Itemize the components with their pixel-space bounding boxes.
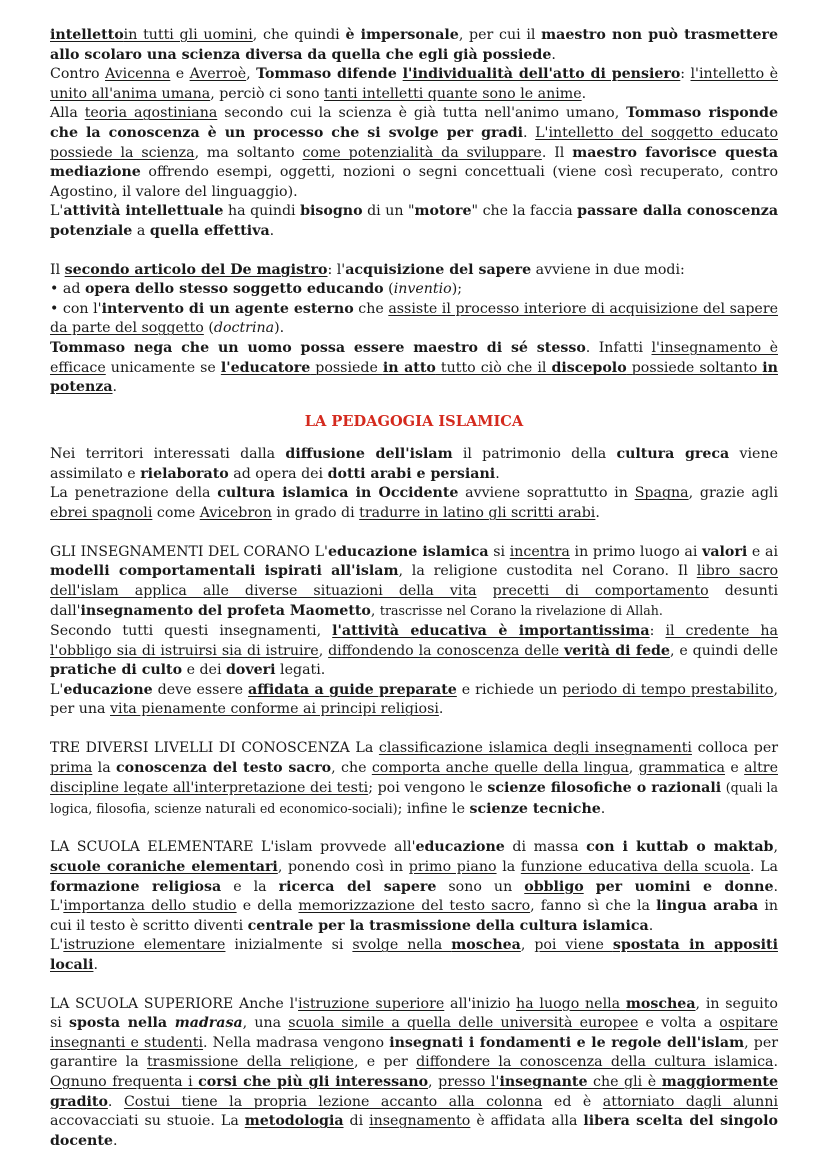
text-bold: educazione (415, 839, 505, 856)
text-bold: modelli comportamentali ispirati all'islam (50, 563, 399, 580)
text: . Nella madrasa vengono (203, 1034, 390, 1051)
text: Secondo tutti questi insegnamenti, (50, 623, 333, 640)
text-bold (65, 262, 328, 278)
text-bold (248, 682, 457, 698)
intro-paragraph-2 (50, 65, 778, 104)
text: , una (242, 1015, 289, 1032)
text: . (648, 917, 654, 934)
text-bold (551, 360, 626, 376)
text-underline: discepolo (551, 359, 627, 376)
text: : (649, 623, 666, 640)
text: . (107, 1093, 124, 1110)
text: . (495, 465, 500, 482)
text-underline: spostata in appositi locali (50, 937, 778, 973)
corano-paragraph-2 (50, 622, 778, 681)
text-bold (383, 360, 436, 376)
text: L' (50, 681, 64, 698)
spacer (50, 720, 778, 739)
text-bold: pratiche di culto (50, 662, 183, 679)
text-bold (451, 937, 521, 953)
text-bold: rielaborato (140, 465, 229, 482)
text: . (269, 222, 275, 239)
text: Alla (50, 105, 85, 122)
text-underline: che gli è (587, 1073, 662, 1090)
text-underline: moschea (625, 995, 696, 1012)
text: di massa (504, 839, 587, 856)
livelli-paragraph (50, 739, 778, 819)
text: • ad (50, 281, 85, 298)
text-bold: per uomini e donne (595, 878, 774, 895)
text-bold (50, 859, 278, 875)
text-underline: l'intelletto è unito all'anima umana (50, 66, 778, 102)
text-bold: sposta nella (69, 1015, 175, 1032)
text: di (343, 1113, 370, 1130)
text-small: trascrisse nel Corano la rivelazione di Allah. (379, 603, 663, 619)
text-underline: insegnante (499, 1073, 588, 1090)
text-underline: corsi che più gli interessano (198, 1073, 429, 1090)
text: , (520, 937, 535, 954)
text-underline: affidata a guide preparate (248, 681, 457, 698)
text-bold (403, 66, 681, 82)
text-underline: attorniato dagli alunni (602, 1093, 778, 1110)
text: . (773, 1054, 778, 1071)
text-bold: diffusione dell'islam (285, 446, 453, 463)
text: viene assimilato e (50, 446, 778, 482)
corano-paragraph-1 (50, 543, 778, 622)
text-italic: doctrina (213, 320, 275, 337)
text: di un " (362, 203, 415, 220)
text-underline: obbligo (524, 878, 584, 895)
text: e dei (182, 662, 227, 679)
text: • con l' (50, 300, 102, 317)
text: accovacciati su stuoie. La (50, 1113, 245, 1130)
text-bold: centrale per la trasmissione della cultura islamica (247, 917, 649, 934)
text-underline: comporta anche quelle della lingua (371, 759, 629, 776)
text-underline: possiede soltanto (626, 359, 763, 376)
text: avviene in due modi: (531, 261, 685, 278)
islam-paragraph-2 (50, 484, 778, 523)
text: . (112, 379, 118, 396)
text-bold: opera dello stesso soggetto educando (84, 281, 384, 298)
text-underline: tutto ciò che il (435, 359, 552, 376)
text: inizialmente si (225, 937, 353, 954)
text-underline: l'attività educativa è importantissima (332, 623, 650, 640)
islam-paragraph-1 (50, 445, 778, 484)
text-bold (245, 1113, 344, 1129)
text-underline: precetti di comportamento (492, 582, 709, 599)
text-underline: il credente ha l'obbligo sia di istruirsi sia di istruire (50, 623, 779, 659)
superiore-paragraph (50, 995, 778, 1152)
text: il patrimonio della (452, 446, 617, 463)
text: Anche l' (233, 995, 299, 1012)
text: si (488, 543, 510, 560)
text-bold: insegnati i fondamenti e le regole dell'islam (389, 1034, 745, 1051)
text-underline: tanti intelletti quante sono le anime (324, 85, 582, 102)
text-bold: scienze filosofiche o razionali (487, 780, 722, 797)
text-underline: tradurre in latino gli scritti arabi (359, 505, 596, 522)
magistro-bullet-1 (50, 280, 778, 300)
text-underline: l'insegnamento è efficace (50, 339, 778, 376)
text: , (246, 66, 257, 83)
text-underline: classificazione islamica degli insegnamenti (378, 740, 692, 756)
text: ; infine le (397, 800, 470, 817)
text: . Infatti (585, 339, 652, 356)
text-underline: Avicenna (105, 66, 171, 83)
text: sono un (436, 878, 525, 895)
text-underline: scuole coraniche elementari (50, 858, 278, 875)
text-underline: maggiormente gradito (50, 1073, 779, 1110)
text: a (132, 222, 150, 239)
text-underline: presso l' (438, 1073, 500, 1090)
text-underline: altre discipline legate all'interpretazione dei testi (50, 759, 778, 797)
text-underline: libro sacro dell'islam applica alle diverse situazioni della vita (50, 563, 779, 599)
text: L' (309, 543, 328, 560)
text: , ponendo così in (277, 858, 409, 875)
text-underline: ebrei spagnoli (50, 505, 153, 522)
text: , (628, 759, 639, 776)
text-underline: poi viene (534, 937, 613, 954)
text-bold: doveri (226, 662, 276, 679)
text-underline: vita pienamente conforme ai principi religiosi (110, 701, 439, 718)
text: . (595, 505, 600, 522)
text: Il (50, 261, 65, 278)
magistro-line-1 (50, 261, 778, 281)
text-underline: memorizzazione del testo sacro (298, 898, 531, 915)
text-bold (175, 1015, 243, 1031)
text-bold: formazione religiosa (50, 878, 222, 895)
text-underline: Averroè (189, 66, 247, 83)
text: in cui il testo è scritto diventi (50, 898, 778, 934)
text-bold: intervento di un agente esterno (101, 300, 354, 317)
text-bold (50, 27, 124, 43)
text-underline: primo piano (408, 858, 497, 875)
text-underline: verità di fede (564, 642, 670, 659)
text: , in seguito si (50, 995, 778, 1032)
text: L'islam provvede all' (253, 839, 416, 856)
spacer (50, 819, 778, 838)
text: unicamente se (105, 359, 221, 376)
text-bold: cultura islamica in Occidente (217, 485, 459, 502)
text-underline: in tutti gli uomini (123, 27, 253, 43)
text-underline: Avicebron (199, 505, 272, 522)
text-bold (524, 879, 583, 895)
section-heading: LA SCUOLA SUPERIORE (50, 995, 234, 1012)
text: la (496, 858, 521, 875)
text-bold: motore (414, 203, 472, 220)
text: ( (203, 320, 214, 337)
text: e ai (747, 543, 778, 560)
text-bold (332, 623, 650, 639)
text-italic: inventio (393, 281, 452, 298)
text-underline: moschea (451, 937, 521, 954)
text-underline: ospitare insegnanti e studenti (50, 1015, 779, 1051)
text-bold: conoscenza del testo sacro (116, 759, 332, 776)
text-bold: quella effettiva (149, 222, 270, 239)
section-heading: TRE DIVERSI LIVELLI DI CONOSCENZA (50, 740, 350, 756)
text-underline: periodo di tempo prestabilito (562, 681, 774, 698)
section-title: LA PEDAGOGIA ISLAMICA (304, 412, 524, 430)
spacer (50, 524, 778, 543)
text: , che (331, 759, 372, 776)
text: . (438, 701, 444, 718)
text: , per cui il (458, 27, 542, 43)
text-underline: diffondere la conoscenza della cultura islamica (416, 1054, 774, 1071)
text: , fanno sì che la (530, 898, 657, 915)
text-underline: scuola simile a quella delle università europee (288, 1015, 639, 1032)
text: . L' (50, 878, 778, 915)
text: , (370, 603, 380, 620)
text-bold: Tommaso nega che un uomo possa essere maestro di sé stesso (50, 339, 586, 356)
text: . La (749, 858, 779, 875)
text-bold: attività intellettuale (63, 203, 224, 220)
text (584, 879, 596, 895)
text: e (170, 66, 190, 83)
text: , che quindi (252, 27, 346, 43)
text: come (152, 505, 200, 522)
text-underline: incentra (509, 543, 570, 560)
text-underline: trasmissione della religione (146, 1054, 354, 1071)
text-underline: funzione educativa della scuola (520, 858, 750, 875)
text: . (600, 800, 606, 817)
text: in grado di (271, 505, 360, 522)
elementare-paragraph-2 (50, 936, 778, 975)
text-bold: acquisizione del sapere (345, 261, 532, 278)
text: colloca per (691, 740, 779, 756)
text: . (523, 124, 536, 141)
text: deve essere (152, 681, 249, 698)
text-small: (quali la logica, filosofia, scienze naturali ed economico-sociali) (50, 780, 779, 816)
text: ad opera dei (228, 465, 328, 482)
text-bold: educazione (63, 681, 153, 698)
spacer (50, 242, 778, 261)
text-underline: istruzione superiore (298, 995, 445, 1012)
text: in primo luogo ai (569, 543, 703, 560)
text-underline: metodologia (244, 1113, 344, 1130)
text-underline: grammatica (638, 759, 725, 776)
text-underline: assiste il processo interiore di acquisizione del sapere da parte del soggetto (50, 300, 779, 337)
text: secondo cui la scienza è già tutta nell'animo umano, (217, 105, 627, 122)
text-bold: cultura greca (616, 446, 730, 463)
text: Nei territori interessati dalla (50, 446, 286, 463)
section-heading: LA SCUOLA ELEMENTARE (50, 839, 254, 856)
text-bold: libera scelta del singolo docente (50, 1113, 778, 1149)
text-bold (626, 996, 696, 1012)
text: . (93, 956, 98, 973)
text-bold: Tommaso difende (256, 66, 403, 83)
text-underline: teoria agostiniana (84, 105, 218, 122)
text-underline: come potenzialità da sviluppare (302, 144, 542, 161)
text: . (581, 85, 587, 102)
text: , (318, 642, 329, 659)
text-bold: scienze tecniche (469, 800, 601, 817)
text: " che la faccia (471, 203, 578, 220)
text: ( (383, 281, 394, 298)
text-bold: lingua araba (656, 898, 759, 915)
text-bold (499, 1074, 587, 1090)
text-bold: bisogno (300, 203, 363, 220)
text: ed è (542, 1093, 603, 1110)
text: . (551, 46, 556, 63)
text: e la (221, 878, 279, 895)
text-underline: ha luogo nella (516, 995, 626, 1012)
text: legati. (275, 662, 326, 679)
text: , la religione custodita nel Corano. Il (398, 563, 697, 580)
text: , (428, 1073, 439, 1090)
text-bold: ricerca del sapere (278, 878, 437, 895)
text: , ma soltanto (194, 144, 303, 161)
corano-paragraph-3 (50, 681, 778, 720)
text: , perciò ci sono (210, 85, 325, 102)
text: : l' (327, 261, 346, 278)
text: , grazie agli (688, 485, 778, 502)
text: all'inizio (444, 995, 517, 1012)
text-underline: intelletto (50, 27, 124, 43)
text-bold (221, 360, 310, 376)
text: offrendo esempi, oggetti, nozioni o segni concettuali (viene così recuperato, contro Agostino, il valore del linguaggio). (50, 164, 778, 200)
text-underline: secondo articolo del De magistro (64, 261, 328, 278)
text-underline: istruzione elementare (63, 937, 226, 954)
text: desunti dall' (50, 582, 778, 620)
text: la (92, 759, 117, 776)
spacer (50, 976, 778, 995)
section-heading: GLI INSEGNAMENTI DEL CORANO (50, 543, 310, 560)
text: L' (50, 937, 64, 954)
text-underline: Costui tiene la propria lezione accanto alla colonna (123, 1093, 543, 1110)
text: Contro (50, 66, 105, 83)
text-underline: Ognuno frequenta i (50, 1073, 199, 1090)
text-underline: insegnamento (369, 1113, 471, 1130)
text-bold: maestro favorisce questa mediazione (50, 144, 779, 181)
text: ; poi vengono le (368, 780, 488, 797)
text-underline: l'educatore (220, 359, 311, 376)
text: La penetrazione della (50, 485, 218, 502)
intro-paragraph (50, 26, 778, 65)
text: , e quindi delle (669, 642, 778, 659)
magistro-bullet-2 (50, 300, 778, 339)
text-bold: passare dalla conoscenza potenziale (50, 203, 779, 239)
text-bold: con i kuttab o maktab (586, 839, 774, 856)
text-underline: possiede (310, 359, 383, 376)
text: ); (451, 281, 463, 298)
text-underline: svolge nella (352, 937, 452, 954)
text-underline: in atto (382, 359, 436, 376)
text-bold (198, 1074, 428, 1090)
text-bold: valori (702, 543, 748, 560)
text-underline: importanza dello studio (63, 898, 237, 915)
spacer (50, 431, 778, 445)
text: e richiede un (456, 681, 563, 698)
elementare-paragraph-1 (50, 838, 778, 936)
text: . Il (541, 144, 573, 161)
text: L' (50, 203, 64, 220)
text (477, 583, 493, 599)
text-bold: insegnamento del profeta Maometto (80, 603, 371, 620)
magistro-conclusion (50, 339, 778, 398)
text: , e per (353, 1054, 417, 1071)
text: è affidata alla (470, 1113, 584, 1130)
text: La (349, 740, 379, 756)
text-underline: in potenza (50, 359, 778, 396)
text: , per garantire la (50, 1034, 779, 1071)
text-underline: prima (50, 759, 93, 776)
text: che (353, 300, 389, 317)
text: avviene soprattutto in (458, 485, 635, 502)
text-underline: l'individualità dell'atto di pensiero (402, 66, 681, 83)
text: ). (274, 320, 285, 337)
text-italic: madrasa (174, 1015, 243, 1032)
text-bold: maestro non può trasmettere allo scolaro una scienza diversa da quella che egli già possiede (50, 27, 778, 63)
text-bold: è impersonale (345, 27, 459, 43)
text-underline: Spagna (634, 485, 689, 502)
text: . (112, 1132, 118, 1149)
text-bold (564, 643, 670, 659)
text: e volta a (638, 1015, 720, 1032)
text-bold: Tommaso risponde che la conoscenza è un processo che si svolge per gradi (50, 105, 779, 141)
text: , per una (50, 681, 779, 718)
text-bold: educazione islamica (327, 543, 489, 560)
spacer (50, 398, 778, 412)
text: , (773, 839, 778, 856)
text-underline: L'intelletto del soggetto educato possiede la scienza (50, 124, 778, 161)
text: ha quindi (223, 203, 301, 220)
text-bold: dotti arabi e persiani (327, 465, 496, 482)
text-underline: diffondendo la conoscenza delle (328, 642, 565, 659)
intro-paragraph-4 (50, 202, 778, 241)
intro-paragraph-3 (50, 104, 778, 202)
text: e della (236, 898, 299, 915)
text: : (680, 66, 691, 83)
text: e (725, 759, 745, 776)
